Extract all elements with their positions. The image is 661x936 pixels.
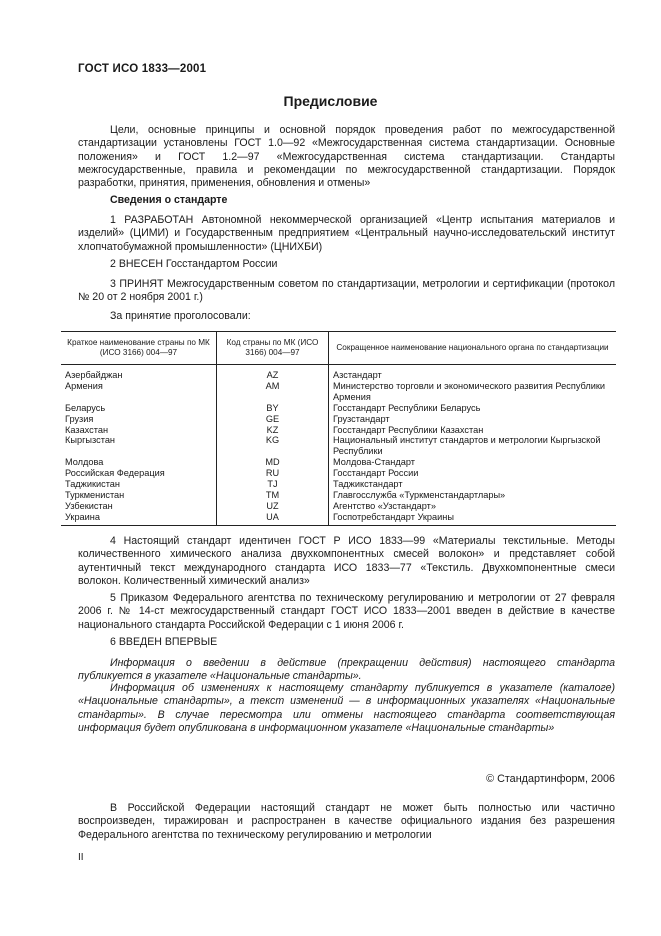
country-code: TJ — [217, 479, 329, 490]
item-3-adopted: 3 ПРИНЯТ Межгосударственным советом по стандартизации, метрологии и сертификации (протокол № 20 от 2 ноября 2001 г.) — [78, 278, 615, 304]
voted-label: За принятие проголосовали: — [110, 310, 251, 322]
country-code: BY — [217, 403, 329, 414]
standards-body: Госстандарт Республики Беларусь — [329, 403, 617, 414]
country-code: AZ — [217, 365, 329, 381]
standards-body: Госстандарт России — [329, 468, 617, 479]
info-heading: Сведения о стандарте — [110, 194, 228, 206]
country-name: Беларусь — [65, 402, 106, 413]
country-name: Российская Федерация — [65, 468, 165, 479]
table-row — [61, 468, 616, 479]
standards-body: Агентство «Узстандарт» — [329, 501, 617, 512]
header-country-code: Код страны по МК (ИСО 3166) 004—97 — [217, 332, 329, 365]
country-name: Кыргызстан — [65, 435, 116, 446]
document-standard-id: ГОСТ ИСО 1833—2001 — [78, 63, 207, 75]
item-5-order: 5 Приказом Федерального агентства по техническому регулированию и метрологии от 27 февраля 2006 г. № 14-ст межгосударственный стандарт ГОСТ ИСО 1833—2001 введен в действие в качестве национального стандарта Российской Федерации с 1 июня 2006 г. — [78, 592, 615, 631]
table-row — [61, 425, 616, 436]
standards-body: Азстандарт — [329, 365, 617, 381]
country-name: Грузия — [65, 413, 94, 424]
table-row — [61, 501, 616, 512]
country-code: UZ — [217, 501, 329, 512]
country-code: AM — [217, 381, 329, 403]
copyright: © Стандартинформ, 2006 — [486, 773, 615, 785]
table-row — [61, 512, 616, 525]
country-name: Таджикистан — [65, 479, 120, 490]
table-row — [61, 490, 616, 501]
standards-body: Грузстандарт — [329, 414, 617, 425]
country-code: GE — [217, 414, 329, 425]
standards-body: Главгосслужба «Туркменстандартлары» — [329, 490, 617, 501]
item-1-developed: 1 РАЗРАБОТАН Автономной некоммерческой организацией «Центр испытания материалов и изделий» (ЦИМИ) и Государственным предприятием «Центральный научно-исследовательский институт хлопчатобумажной промышленности» (ЦНИХБИ) — [78, 214, 615, 253]
rights-notice: В Российской Федерации настоящий стандарт не может быть полностью или частично воспроизведен, тиражирован и распространен в качестве официального издания без разрешения Федерального агентства по техническому регулированию и метрологии — [78, 802, 615, 841]
country-name: Молдова — [65, 457, 104, 468]
table-row — [61, 414, 616, 425]
country-code: TM — [217, 490, 329, 501]
table-row — [61, 365, 616, 381]
country-code: RU — [217, 468, 329, 479]
country-code: UA — [217, 512, 329, 525]
table-row — [61, 479, 616, 490]
country-code: MD — [217, 457, 329, 468]
table-row — [61, 403, 616, 414]
standards-body: Министерство торговли и экономического развития Республики Армения — [329, 381, 617, 403]
table-header-row — [61, 332, 616, 365]
header-standards-body: Сокращенное наименование национального органа по стандартизации — [329, 332, 617, 365]
country-name: Туркменистан — [65, 489, 125, 500]
page-number: II — [78, 852, 84, 863]
standards-body: Национальный институт стандартов и метрологии Кыргызской Республики — [329, 435, 617, 457]
header-country-name: Краткое наименование страны по МК (ИСО 3166) 004—97 — [61, 332, 217, 365]
countries-table — [61, 331, 616, 526]
standards-body: Таджикстандарт — [329, 479, 617, 490]
table-row — [61, 435, 616, 457]
note-publication-info: Информация о введении в действие (прекращении действия) настоящего стандарта публикуется в указателе «Национальные стандарты». — [78, 657, 615, 683]
item-6-introduced: 6 ВВЕДЕН ВПЕРВЫЕ — [110, 636, 218, 648]
standards-body: Госстандарт Республики Казахстан — [329, 425, 617, 436]
country-name: Азербайджан — [65, 370, 123, 380]
item-4-identity: 4 Настоящий стандарт идентичен ГОСТ Р ИСО 1833—99 «Материалы текстильные. Методы количественного химического анализа двухкомпонентных смесей волокон» и представляет собой аутентичный текст международного стандарта ИСО 1833—77 «Текстиль. Двухкомпонентные смеси волокон. Количественный химический анализ» — [78, 535, 615, 587]
intro-paragraph: Цели, основные принципы и основной порядок проведения работ по межгосударственной стандартизации установлены ГОСТ 1.0—92 «Межгосударственная система стандартизации. Основные положения» и ГОСТ 1.2—97 «Межгосударственная система стандартизации. Стандарты межгосударственные, правила и рекомендации по межгосударственной стандартизации. Порядок разработки, принятия, применения, обновления и отмены» — [78, 124, 615, 190]
page-title: Предисловие — [283, 93, 378, 109]
standards-body: Госпотребстандарт Украины — [329, 512, 617, 525]
country-code: KZ — [217, 425, 329, 436]
country-name: Армения — [65, 380, 103, 391]
country-name: Казахстан — [65, 424, 109, 435]
table-row — [61, 457, 616, 468]
note-changes-info: Информация об изменениях к настоящему стандарту публикуется в указателе (каталоге) «Национальные стандарты», а текст изменений — в информационных указателях «Национальные стандарты». В случае пересмотра или отмены настоящего стандарта соответствующая информация будет опубликована в информационном указателе «Национальные стандарты» — [78, 682, 615, 734]
country-code: KG — [217, 435, 329, 457]
item-2-submitted: 2 ВНЕСЕН Госстандартом России — [110, 258, 278, 270]
table-row — [61, 381, 616, 403]
standards-body: Молдова-Стандарт — [329, 457, 617, 468]
country-name: Узбекистан — [65, 500, 113, 511]
country-name: Украина — [61, 512, 217, 525]
